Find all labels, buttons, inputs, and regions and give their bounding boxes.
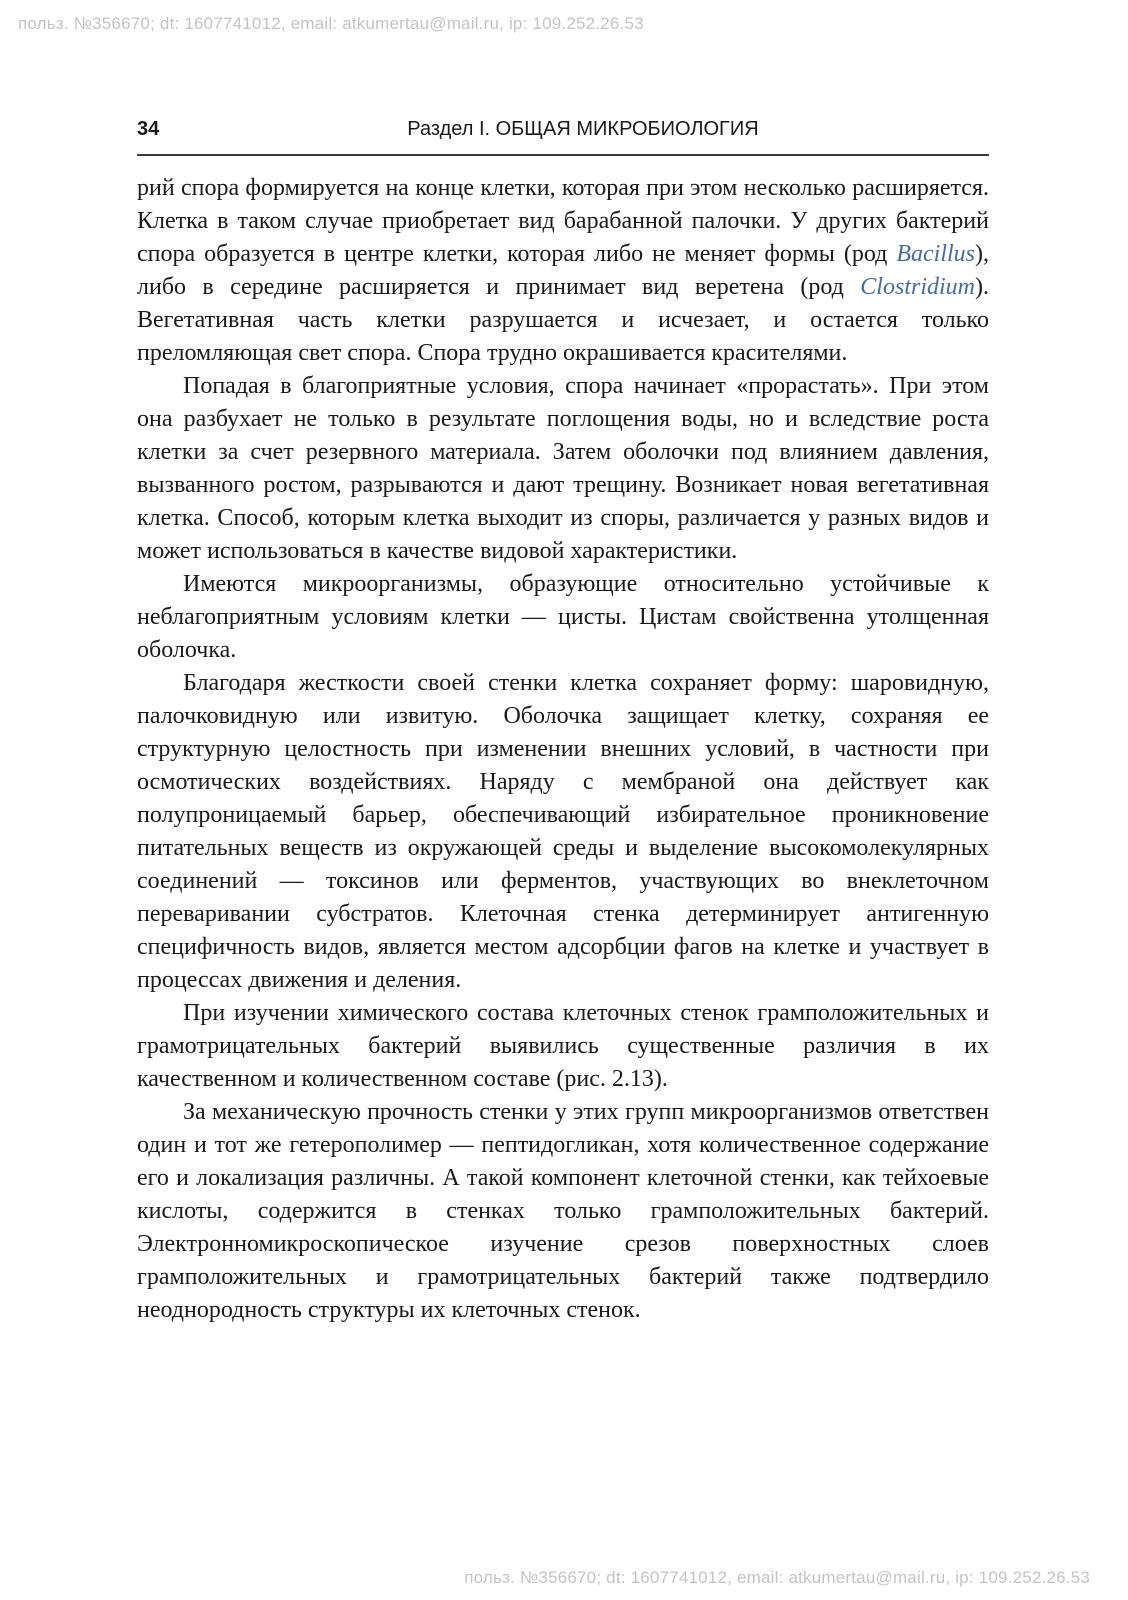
page-body bbox=[137, 172, 989, 1327]
paragraph-text: рий спора формируется на конце клетки, которая при этом несколько расширяется. Клетка в таком случае приобретает вид барабанной палочки. У других бактерий спора образуется в центре клетки, которая либо не меняет формы (род bbox=[137, 175, 989, 267]
paragraph-spore-germination: Попадая в благоприятные условия, спора начинает «прорастать». При этом она разбухает не только в результате поглощения воды, но и вследствие роста клетки за счет резервного материала. Затем оболочки под влиянием давления, вызванного ростом, разрываются и дают трещину. Возникает новая вегетативная клетка. Способ, которым клетка выходит из споры, различается у разных видов и может использоваться в качестве видовой характеристики. bbox=[137, 373, 989, 564]
paragraph-spore-formation bbox=[137, 172, 989, 370]
watermark-top: польз. №356670; dt: 1607741012, email: atkumertau@mail.ru, ip: 109.252.26.53 bbox=[18, 14, 644, 33]
section-title: Раздел I. ОБЩАЯ МИКРОБИОЛОГИЯ bbox=[407, 118, 759, 140]
page-number: 34 bbox=[137, 118, 160, 140]
paragraph-text: ), либо в середине расширяется и принимает вид веретена (род bbox=[137, 241, 989, 300]
running-header bbox=[137, 116, 989, 156]
genus-clostridium: Clostridium bbox=[860, 274, 975, 300]
paragraph-cysts: Имеются микроорганизмы, образующие относительно устойчивые к неблагоприятным условиям клетки — цисты. Цистам свойственна утолщенная оболочка. bbox=[137, 571, 989, 663]
watermark-bottom: польз. №356670; dt: 1607741012, email: atkumertau@mail.ru, ip: 109.252.26.53 bbox=[464, 1568, 1090, 1587]
paragraph-text: ). Вегетативная часть клетки разрушается и исчезает, и остается только преломляющая свет спора. Спора трудно окрашивается красителями. bbox=[137, 274, 989, 366]
paragraph-cell-wall-function: Благодаря жесткости своей стенки клетка сохраняет форму: шаровидную, палочковидную или извитую. Оболочка защищает клетку, сохраняя ее структурную целостность при изменении внешних условий, в частности при осмотических воздействиях. Наряду с мембраной она действует как полупроницаемый барьер, обеспечивающий избирательное проникновение питательных веществ из окружающей среды и выделение высокомолекулярных соединений — токсинов или ферментов, участвующих во внеклеточном переваривании субстратов. Клеточная стенка детерминирует антигенную специфичность видов, является местом адсорбции фагов на клетке и участвует в процессах движения и деления. bbox=[137, 670, 989, 993]
paragraph-peptidoglycan: За механическую прочность стенки у этих групп микроорганизмов ответствен один и тот же гетерополимер — пептидогликан, хотя количественное содержание его и локализация различны. А такой компонент клеточной стенки, как тейхоевые кислоты, содержится в стенках только грамположительных бактерий. Электронномикроскопическое изучение срезов поверхностных слоев грамположительных и грамотрицательных бактерий также подтвердило неоднородность структуры их клеточных стенок. bbox=[137, 1099, 989, 1323]
genus-bacillus: Bacillus bbox=[896, 241, 975, 267]
paragraph-chemical-composition: При изучении химического состава клеточных стенок грамположительных и грамотрицательных бактерий выявились существенные различия в их качественном и количественном составе (рис. 2.13). bbox=[137, 1000, 989, 1092]
